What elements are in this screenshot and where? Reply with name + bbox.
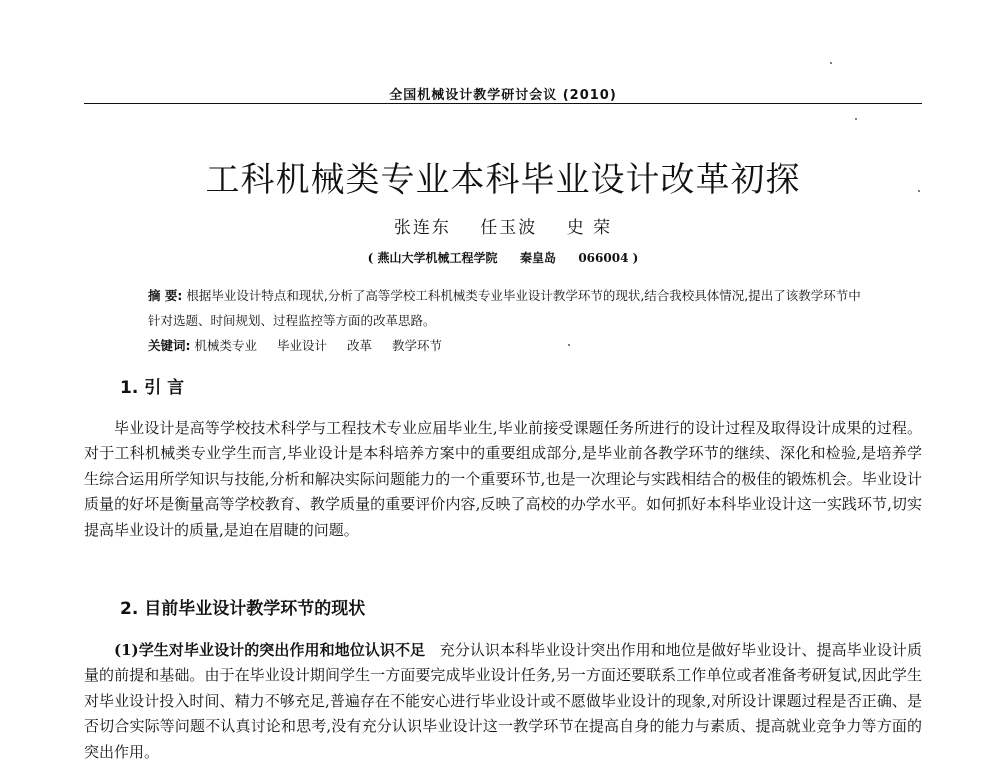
affiliation-institute: 燕山大学机械工程学院 <box>377 251 498 265</box>
paper-title: 工科机械类专业本科毕业设计改革初探 <box>205 160 801 200</box>
keyword: 改革 <box>346 338 372 353</box>
scan-speck <box>568 344 570 346</box>
author-name: 史 荣 <box>566 218 613 238</box>
status-paragraph <box>84 638 922 765</box>
affiliation <box>84 249 922 266</box>
keyword: 毕业设计 <box>276 338 327 353</box>
keywords <box>148 336 868 354</box>
section-heading-status: 2. 目前毕业设计教学环节的现状 <box>120 599 366 619</box>
author-list <box>84 213 922 238</box>
running-header: 全国机械设计教学研讨会议 (2010) <box>389 88 617 103</box>
abstract <box>148 283 868 333</box>
abstract-label: 摘 要: <box>148 288 183 303</box>
introduction-paragraph: 毕业设计是高等学校技术科学与工程技术专业应届毕业生,毕业前接受课题任务所进行的设计过程及取得设计成果的过程。对于工科机械类专业学生而言,毕业设计是本科培养方案中的重要组成部分,是毕业前各教学环节的继续、深化和检验,是培养学生综合运用所学知识与技能,分析和解决实际问题能力的一个重要环节,也是一次理论与实践相结合的极佳的锻炼机会。毕业设计质量的好坏是衡量高等学校教育、教学质量的重要评价内容,反映了高校的办学水平。如何抓好本科毕业设计这一实践环节,切实提高毕业设计的质量,是迫在眉睫的问题。 <box>84 419 922 539</box>
scan-speck <box>918 190 920 192</box>
affiliation-open-paren: ( <box>367 251 374 265</box>
section-heading-introduction: 1. 引 言 <box>120 378 185 398</box>
status-paragraph-text: 充分认识本科毕业设计突出作用和地位是做好毕业设计、提高毕业设计质量的前提和基础。由于在毕业设计期间学生一方面要完成毕业设计任务,另一方面还要联系工作单位或者准备考研复试,因此学生对毕业设计投入时间、精力不够充足,普遍存在不能安心进行毕业设计或不愿做毕业设计的现象,对所设计课题过程是否正确、是否切合实际等问题不认真讨论和思考,没有充分认识毕业设计这一教学环节在提高自身的能力与素质、提高就业竞争力等方面的突出作用。 <box>84 641 922 761</box>
scan-speck <box>855 118 857 120</box>
affiliation-close-paren: ) <box>632 251 639 265</box>
header-rule <box>84 103 922 104</box>
affiliation-city: 秦皇岛 <box>519 251 556 265</box>
scan-speck <box>830 62 832 64</box>
affiliation-postcode: 066004 <box>578 251 629 265</box>
keyword: 教学环节 <box>391 338 442 353</box>
author-name: 张连东 <box>393 218 451 238</box>
abstract-text: 根据毕业设计特点和现状,分析了高等学校工科机械类专业毕业设计教学环节的现状,结合我校具体情况,提出了该教学环节中针对选题、时间规划、过程监控等方面的改革思路。 <box>148 288 861 328</box>
keywords-label: 关键词: <box>148 338 191 353</box>
author-name: 任玉波 <box>480 218 538 238</box>
subsection-lead: (1)学生对毕业设计的突出作用和地位认识不足 <box>114 641 426 659</box>
keyword: 机械类专业 <box>194 338 257 353</box>
